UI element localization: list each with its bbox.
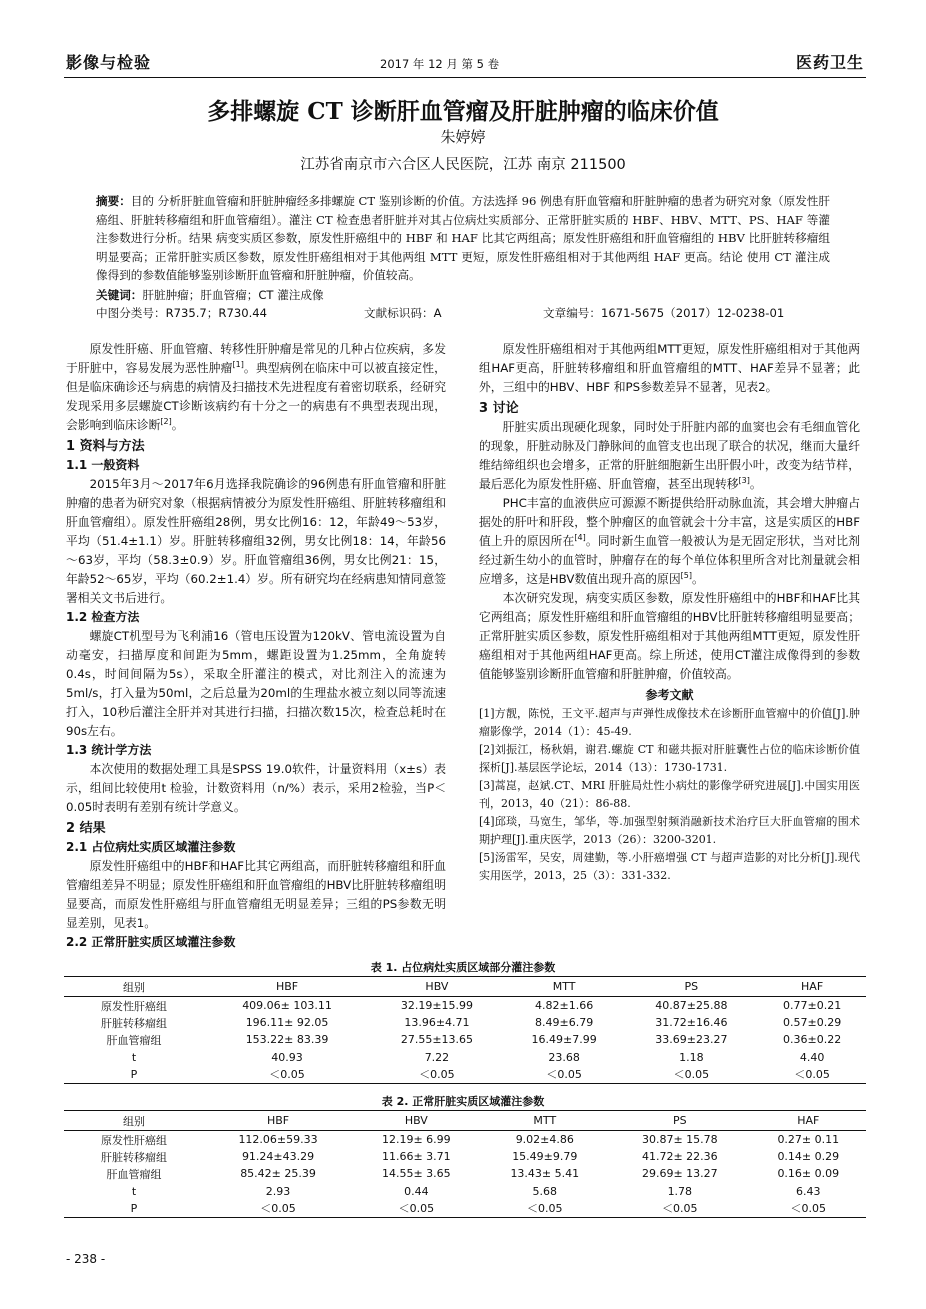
subsection-heading: 2.1 占位病灶实质区域灌注参数: [66, 840, 236, 854]
table-cell: ＜0.05: [352, 1200, 480, 1218]
table-cell: 0.57±0.29: [783, 1016, 842, 1030]
table-cell: P: [64, 1066, 204, 1084]
table-cell: ＜0.05: [204, 1200, 352, 1218]
table-header-cell: PS: [609, 1111, 751, 1131]
table-cell: 1.18: [679, 1050, 704, 1064]
table-cell: ＜0.05: [504, 1066, 625, 1084]
table-row: [64, 1148, 866, 1165]
table-row: [64, 1165, 866, 1182]
table-cell: 7.22: [424, 1050, 450, 1064]
table-cell: 0.77±0.21: [783, 999, 842, 1013]
table-cell: 0.27± 0.11: [777, 1133, 840, 1147]
section-heading: 1 资料与方法: [66, 439, 145, 454]
table-cell: 85.42± 25.39: [240, 1167, 316, 1181]
table-cell: 40.87±25.88: [655, 999, 728, 1013]
table2: [64, 1110, 866, 1218]
table-cell: 8.49±6.79: [535, 1016, 594, 1030]
journal-name: 医药卫生: [795, 53, 864, 72]
document-code: 文献标识码：A: [364, 306, 442, 320]
table-cell: 1.78: [667, 1184, 693, 1198]
table1: [64, 976, 866, 1084]
table-header-cell: 组别: [64, 1111, 204, 1131]
table-cell: 409.06± 103.11: [242, 999, 332, 1013]
keywords: [96, 287, 830, 303]
table-cell: 29.69± 13.27: [641, 1167, 718, 1181]
table-header-cell: HAF: [758, 977, 866, 997]
reference-item: [5]汤雷军，吴安，周建勤，等.小肝癌增强 CT 与超声造影的对比分析[J].现代实用医学，2013，25（3）：331-332.: [479, 851, 860, 882]
clc-number: 中图分类号：R735.7；R730.44: [96, 306, 268, 320]
table-cell: 肝脏转移瘤组: [101, 1150, 167, 1164]
table-cell: t: [131, 1184, 137, 1198]
reference-item: [4]邱琰，马宽生，邹华，等.加强型射频消融新技术治疗巨大肝血管瘤的围术期护理[J].重庆医学，2013（26）：3200-3201.: [479, 815, 860, 846]
table-cell: 41.72± 22.36: [641, 1150, 718, 1164]
table-cell: 11.66± 3.71: [381, 1150, 451, 1164]
table-cell: 4.40: [799, 1050, 825, 1064]
body-paragraph: 本次使用的数据处理工具是SPSS 19.0软件，计量资料用（x±s）表示，组间比较使用t 检验，计数资料用（n/%）表示，采用2检验，当P＜0.05时表明有差别有统计学意义。: [66, 762, 446, 814]
table-cell: 23.68: [548, 1050, 580, 1064]
body-paragraph: 2015年3月～2017年6月选择我院确诊的96例患有肝血管瘤和肝脏肿瘤的患者为研究对象（根据病情被分为原发性肝癌组、肝脏转移瘤组和肝血管瘤组）。原发性肝癌组28例，男女比例16：12，年龄49～53岁，平均（51.4±1.1）岁。肝脏转移瘤组32例，男女比例18：14，年龄56～63岁，平均（58.3±0.9）岁。肝血管瘤组36例，男女比例21：15，年龄52～65岁，平均（60.2±1.4）岁。所有研究均在经病患知情同意签署相关文书后进行。: [66, 477, 446, 605]
table-row: [64, 1049, 866, 1066]
table-header-cell: HBV: [370, 977, 504, 997]
table-cell: 肝血管瘤组: [106, 1033, 162, 1047]
issue-info: 2017 年 12 月 第 5 卷: [380, 57, 500, 71]
table-header-cell: 组别: [64, 977, 204, 997]
table-row: [64, 1031, 866, 1048]
table-cell: 原发性肝癌组: [101, 999, 167, 1013]
table-cell: 14.55± 3.65: [381, 1167, 451, 1181]
header-rule: [64, 77, 866, 78]
right-column: [479, 340, 860, 885]
subsection-heading: 2.2 正常肝脏实质区域灌注参数: [66, 935, 236, 949]
abstract-label: 摘要：: [96, 194, 131, 208]
table-header-cell: MTT: [481, 1111, 609, 1131]
left-column: [66, 340, 446, 952]
author-name: 朱婷婷: [440, 128, 486, 146]
table-cell: 196.11± 92.05: [245, 1016, 329, 1030]
body-paragraph: 本次研究发现，病变实质区参数，原发性肝癌组中的HBF和HAF比其它两组高；原发性肝癌组和肝血管瘤组的HBV比肝脏转移瘤组明显要高；正常肝脏实质区参数，原发性肝癌组相对于其他两组MTT更短，原发性肝癌组相对于其他两组HAF更高。综上所述，使用CT灌注成像得到的参数值能够鉴别诊断肝血管瘤和肝脏肿瘤，价值较高。: [479, 591, 860, 681]
table-header-cell: MTT: [504, 977, 625, 997]
section-heading: 2 结果: [66, 821, 106, 836]
table-cell: 40.93: [271, 1050, 303, 1064]
table-row: [64, 1066, 866, 1084]
body-paragraph: 螺旋CT机型号为飞利浦16（管电压设置为120kV、管电流设置为自动毫安，扫描厚度和间距为5mm，螺距设置为1.25mm，全角旋转0.4s，时间间隔为5s），采取全肝灌注的模式，对比剂注入的流速为5ml/s，打入量为50ml，之后总量为20ml的生理盐水被立刻以同等流速打入，10秒后灌注全肝并对其进行扫描，扫描次数15次，检查总耗时在90s左右。: [66, 629, 446, 738]
table-cell: 32.19±15.99: [400, 999, 474, 1013]
table-cell: 15.49±9.79: [512, 1150, 578, 1164]
table-cell: t: [131, 1050, 137, 1064]
table-cell: ＜0.05: [481, 1200, 609, 1218]
section-heading: 3 讨论: [479, 401, 519, 416]
subsection-heading: 1.3 统计学方法: [66, 743, 152, 757]
page-number: - 238 -: [66, 1252, 106, 1266]
table-cell: 27.55±13.65: [400, 1033, 474, 1047]
table-cell: 31.72±16.46: [655, 1016, 728, 1030]
table-cell: 13.43± 5.41: [510, 1167, 580, 1181]
table-row: [64, 1200, 866, 1218]
table-cell: ＜0.05: [204, 1066, 370, 1084]
table-cell: 33.69±23.27: [655, 1033, 728, 1047]
table-cell: 0.44: [404, 1184, 429, 1198]
table-row: [64, 1014, 866, 1031]
body-paragraph: 肝脏实质出现硬化现象，同时处于肝脏内部的血窦也会有毛细血管化的现象，肝脏动脉及门静脉间的血管支也出现了联合的状况，继而大量纤维结缔组织也会增多，正常的肝脏细胞新生出肝假小叶，改变为结节样，最后恶化为原发性肝癌、肝血管瘤，甚至出现转移[3]。: [479, 420, 860, 491]
table-header-row: [64, 1111, 866, 1131]
body-paragraph: 原发性肝癌组中的HBF和HAF比其它两组高，而肝脏转移瘤组和肝血管瘤组差异不明显；原发性肝癌组和肝血管瘤组的HBV比肝脏转移瘤组明显要高，而原发性肝癌组与肝血管瘤组无明显差异；三组的PS参数无明显差别，见表1。: [66, 859, 446, 930]
keywords-label: 关键词：: [96, 288, 143, 302]
article-number: 文章编号：1671-5675（2017）12-0238-01: [543, 306, 785, 320]
table-cell: 0.36±0.22: [783, 1033, 842, 1047]
table-cell: 2.93: [265, 1184, 291, 1198]
table-cell: 0.14± 0.29: [777, 1150, 840, 1164]
table-cell: 91.24±43.29: [241, 1150, 315, 1164]
table-header-cell: PS: [625, 977, 759, 997]
intro-paragraph: 原发性肝癌、肝血管瘤、转移性肝肿瘤是常见的几种占位疾病，多发于肝脏中，容易发展为恶性肿瘤[1]。典型病例在临床中可以被直接定性，但是临床确诊还与病患的病情及扫描技术先进程度有着密切联系，经研究发现采用多层螺旋CT诊断该病约有十分之一的病患有不典型表现出现，会影响到临床诊断[2]。: [66, 342, 446, 432]
table-cell: 原发性肝癌组: [101, 1133, 167, 1147]
reference-item: [1]方靓，陈悦，王文平.超声与声弹性成像技术在诊断肝血管瘤中的价值[J].肿瘤影像学，2014（1）：45-49.: [479, 707, 860, 738]
table-cell: 13.96±4.71: [404, 1016, 470, 1030]
abstract: [96, 192, 830, 285]
table-header-cell: HBF: [204, 977, 370, 997]
table-cell: 4.82±1.66: [535, 999, 594, 1013]
table-cell: P: [64, 1200, 204, 1218]
table-cell: ＜0.05: [625, 1066, 759, 1084]
reference-item: [3]蒿崑，赵斌.CT、MRI 肝脏局灶性小病灶的影像学研究进展[J].中国实用医刊，2013，40（21）：86-88.: [479, 779, 860, 810]
table-cell: 16.49±7.99: [531, 1033, 597, 1047]
author-affiliation: 江苏省南京市六合区人民医院，江苏 南京 211500: [300, 157, 626, 173]
table-cell: 肝血管瘤组: [106, 1167, 162, 1181]
subsection-heading: 1.1 一般资料: [66, 458, 140, 472]
table-cell: ＜0.05: [758, 1066, 866, 1084]
table-row: [64, 997, 866, 1015]
journal-section-label: 影像与检验: [66, 53, 152, 72]
table2-caption: 表 2. 正常肝脏实质区域灌注参数: [381, 1095, 545, 1108]
abstract-text: 目的 分析肝脏血管瘤和肝脏肿瘤经多排螺旋 CT 鉴别诊断的价值。方法选择 96 例患有肝血管瘤和肝脏肿瘤的患者为研究对象（原发性肝癌组、肝脏转移瘤组和肝血管瘤组）。灌注 CT 检查患者肝脏并对其占位病灶实质部分、正常肝脏实质的 HBF、HBV、MTT、PS、HAF 等灌注参数进行分析。结果 病变实质区参数，原发性肝癌组中的 HBF 和 HAF 比其它两组高；原发性肝癌组和肝血管瘤组的 HBV 比肝脏转移瘤组明显要高；正常肝脏实质区参数，原发性肝癌组相对于其他两组 MTT 更短，原发性肝癌组相对于其他两组 HAF 更高。结论 使用 CT 灌注成像得到的参数值能够鉴别诊断肝血管瘤和肝脏肿瘤，价值较高。: [96, 194, 830, 282]
body-paragraph: 原发性肝癌组相对于其他两组MTT更短，原发性肝癌组相对于其他两组HAF更高，肝脏转移瘤组和肝血管瘤组的MTT、HAF差异不显著；此外，三组中的HBV、HBF 和PS参数差异不显著，见表2。: [479, 342, 860, 394]
table-header-row: [64, 977, 866, 997]
table-cell: ＜0.05: [609, 1200, 751, 1218]
table-header-cell: HBV: [352, 1111, 480, 1131]
references-heading: 参考文献: [645, 688, 694, 702]
table-cell: 112.06±59.33: [238, 1133, 318, 1147]
table-cell: 6.43: [796, 1184, 821, 1198]
table-cell: 9.02±4.86: [515, 1133, 574, 1147]
table-cell: 30.87± 15.78: [641, 1133, 718, 1147]
table-cell: 0.16± 0.09: [777, 1167, 840, 1181]
table-cell: 肝脏转移瘤组: [101, 1016, 167, 1030]
table-row: [64, 1183, 866, 1200]
keywords-text: 肝脏肿瘤；肝血管瘤；CT 灌注成像: [142, 288, 324, 302]
table-cell: ＜0.05: [751, 1200, 866, 1218]
table-cell: ＜0.05: [370, 1066, 504, 1084]
table-header-cell: HBF: [204, 1111, 352, 1131]
table-row: [64, 1131, 866, 1149]
table-cell: 153.22± 83.39: [245, 1033, 329, 1047]
table1-caption: 表 1. 占位病灶实质区域部分灌注参数: [370, 961, 556, 974]
subsection-heading: 1.2 检查方法: [66, 610, 140, 624]
reference-item: [2]刘振江，杨秋娟，谢君.螺旋 CT 和磁共振对肝脏囊性占位的临床诊断价值探析[J].基层医学论坛，2014（13）：1730-1731.: [479, 743, 860, 774]
table-cell: 12.19± 6.99: [381, 1133, 451, 1147]
paper-title: 多排螺旋 CT 诊断肝血管瘤及肝脏肿瘤的临床价值: [207, 98, 719, 125]
table-header-cell: HAF: [751, 1111, 866, 1131]
table-cell: 5.68: [532, 1184, 558, 1198]
body-paragraph: PHC丰富的血液供应可源源不断提供给肝动脉血流，其会增大肿瘤占据处的肝叶和肝段，整个肿瘤区的血管就会十分丰富，这是实质区的HBF值上升的原因所在[4]。同时新生血管一般被认为是无固定形状，当对比剂经过新生幼小的血管时，肿瘤存在的每个单位体积里所含对比剂量就会相应增多，这是HBV数值出现升高的原因[5]。: [479, 496, 860, 586]
